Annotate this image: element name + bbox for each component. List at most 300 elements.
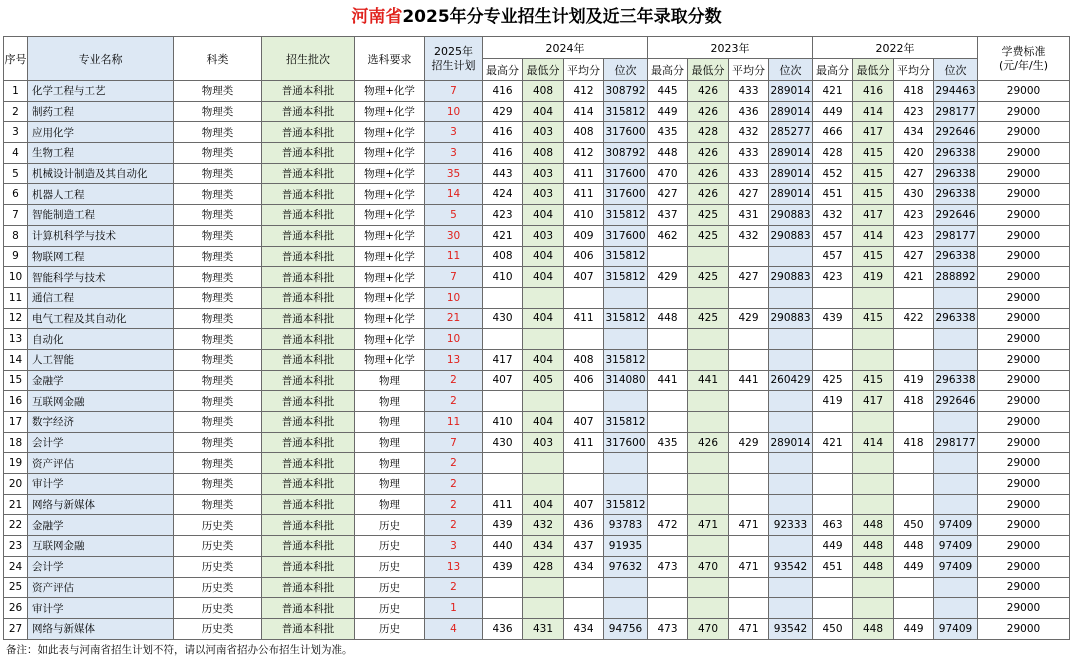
rank-2024: 93783 <box>604 515 648 536</box>
avg-2022: 449 <box>894 556 934 577</box>
title-text: 2025年分专业招生计划及近三年录取分数 <box>402 7 722 27</box>
tuition-fee: 29000 <box>978 81 1070 102</box>
min-2023: 470 <box>688 618 729 639</box>
max-2023: 435 <box>648 122 688 143</box>
row-index: 4 <box>4 143 28 164</box>
row-index: 8 <box>4 225 28 246</box>
page-title <box>0 0 1073 34</box>
tuition-fee: 29000 <box>978 474 1070 495</box>
max-2023 <box>648 453 688 474</box>
batch: 普通本科批 <box>262 598 355 619</box>
max-2022: 419 <box>813 391 853 412</box>
rank-2022: 296338 <box>934 184 978 205</box>
row-index: 1 <box>4 81 28 102</box>
min-2022 <box>853 474 894 495</box>
max-2022: 449 <box>813 536 853 557</box>
header-max: 最高分 <box>813 59 853 81</box>
subject: 历史类 <box>174 618 262 639</box>
avg-2022 <box>894 453 934 474</box>
rank-2024: 317600 <box>604 184 648 205</box>
header-index: 序号 <box>4 37 28 81</box>
avg-2022: 420 <box>894 143 934 164</box>
min-2022: 448 <box>853 618 894 639</box>
min-2023: 425 <box>688 225 729 246</box>
avg-2024: 434 <box>564 618 604 639</box>
min-2022: 414 <box>853 432 894 453</box>
tuition-fee: 29000 <box>978 349 1070 370</box>
rank-2023: 290883 <box>769 225 813 246</box>
avg-2022 <box>894 412 934 433</box>
tuition-fee: 29000 <box>978 329 1070 350</box>
avg-2022: 418 <box>894 432 934 453</box>
min-2022: 415 <box>853 370 894 391</box>
batch: 普通本科批 <box>262 101 355 122</box>
subject: 物理类 <box>174 122 262 143</box>
avg-2023: 433 <box>729 163 769 184</box>
avg-2024 <box>564 474 604 495</box>
header-plan <box>425 37 483 81</box>
table-row <box>4 370 1070 391</box>
requirement: 历史 <box>355 536 425 557</box>
requirement: 物理+化学 <box>355 81 425 102</box>
plan-count: 30 <box>425 225 483 246</box>
max-2024: 416 <box>483 81 523 102</box>
min-2023 <box>688 246 729 267</box>
rank-2023: 92333 <box>769 515 813 536</box>
batch: 普通本科批 <box>262 556 355 577</box>
avg-2022: 423 <box>894 205 934 226</box>
table-row <box>4 225 1070 246</box>
tuition-fee: 29000 <box>978 225 1070 246</box>
major-name: 数字经济 <box>28 412 174 433</box>
min-2024: 403 <box>523 225 564 246</box>
rank-2023: 260429 <box>769 370 813 391</box>
plan-count: 3 <box>425 143 483 164</box>
max-2023: 448 <box>648 308 688 329</box>
min-2022: 416 <box>853 81 894 102</box>
max-2023: 449 <box>648 101 688 122</box>
tuition-fee: 29000 <box>978 391 1070 412</box>
requirement: 物理 <box>355 412 425 433</box>
rank-2023 <box>769 329 813 350</box>
max-2024: 407 <box>483 370 523 391</box>
row-index: 12 <box>4 308 28 329</box>
plan-count: 11 <box>425 412 483 433</box>
rank-2022 <box>934 329 978 350</box>
subject: 历史类 <box>174 556 262 577</box>
subject: 历史类 <box>174 598 262 619</box>
requirement: 历史 <box>355 598 425 619</box>
subject: 历史类 <box>174 577 262 598</box>
max-2023: 473 <box>648 556 688 577</box>
rank-2023 <box>769 598 813 619</box>
title-province: 河南省 <box>351 7 403 27</box>
tuition-fee: 29000 <box>978 598 1070 619</box>
major-name: 金融学 <box>28 370 174 391</box>
max-2023 <box>648 494 688 515</box>
avg-2023: 433 <box>729 143 769 164</box>
major-name: 金融学 <box>28 515 174 536</box>
min-2024: 434 <box>523 536 564 557</box>
batch: 普通本科批 <box>262 349 355 370</box>
avg-2024: 412 <box>564 81 604 102</box>
max-2024 <box>483 598 523 619</box>
min-2022: 448 <box>853 515 894 536</box>
rank-2024: 308792 <box>604 81 648 102</box>
min-2024: 404 <box>523 349 564 370</box>
min-2022 <box>853 577 894 598</box>
subject: 物理类 <box>174 246 262 267</box>
batch: 普通本科批 <box>262 412 355 433</box>
max-2024: 410 <box>483 267 523 288</box>
min-2022: 417 <box>853 122 894 143</box>
subject: 物理类 <box>174 329 262 350</box>
max-2022: 463 <box>813 515 853 536</box>
header-2024: 2024年 <box>483 37 648 59</box>
tuition-fee: 29000 <box>978 101 1070 122</box>
min-2022: 448 <box>853 536 894 557</box>
header-major: 专业名称 <box>28 37 174 81</box>
max-2023 <box>648 329 688 350</box>
table-row <box>4 453 1070 474</box>
major-name: 互联网金融 <box>28 536 174 557</box>
subject: 物理类 <box>174 453 262 474</box>
plan-count: 4 <box>425 618 483 639</box>
rank-2024 <box>604 287 648 308</box>
rank-2022: 296338 <box>934 308 978 329</box>
row-index: 24 <box>4 556 28 577</box>
plan-count: 5 <box>425 205 483 226</box>
plan-count: 3 <box>425 122 483 143</box>
row-index: 17 <box>4 412 28 433</box>
plan-count: 7 <box>425 432 483 453</box>
row-index: 15 <box>4 370 28 391</box>
subject: 物理类 <box>174 432 262 453</box>
rank-2024: 315812 <box>604 412 648 433</box>
min-2023: 426 <box>688 81 729 102</box>
major-name: 资产评估 <box>28 577 174 598</box>
rank-2024: 317600 <box>604 432 648 453</box>
avg-2022: 419 <box>894 370 934 391</box>
min-2022 <box>853 329 894 350</box>
min-2022: 417 <box>853 391 894 412</box>
header-fee-line1: 学费标准 <box>1001 44 1046 58</box>
plan-count: 2 <box>425 494 483 515</box>
header-batch: 招生批次 <box>262 37 355 81</box>
batch: 普通本科批 <box>262 184 355 205</box>
min-2022 <box>853 598 894 619</box>
max-2023: 445 <box>648 81 688 102</box>
min-2024: 404 <box>523 246 564 267</box>
max-2022: 439 <box>813 308 853 329</box>
rank-2023 <box>769 474 813 495</box>
min-2023 <box>688 598 729 619</box>
min-2024: 428 <box>523 556 564 577</box>
header-fee <box>978 37 1070 81</box>
header-min: 最低分 <box>853 59 894 81</box>
table-body <box>4 81 1070 640</box>
rank-2023 <box>769 453 813 474</box>
max-2023 <box>648 577 688 598</box>
max-2024 <box>483 577 523 598</box>
tuition-fee: 29000 <box>978 536 1070 557</box>
rank-2022 <box>934 494 978 515</box>
major-name: 物联网工程 <box>28 246 174 267</box>
table-row <box>4 349 1070 370</box>
table-row <box>4 163 1070 184</box>
min-2024: 404 <box>523 494 564 515</box>
rank-2022 <box>934 349 978 370</box>
max-2022: 451 <box>813 184 853 205</box>
avg-2022 <box>894 287 934 308</box>
avg-2022: 427 <box>894 246 934 267</box>
max-2023 <box>648 287 688 308</box>
rank-2023 <box>769 536 813 557</box>
min-2022: 417 <box>853 205 894 226</box>
min-2024 <box>523 287 564 308</box>
rank-2022: 97409 <box>934 618 978 639</box>
row-index: 27 <box>4 618 28 639</box>
rank-2022: 296338 <box>934 246 978 267</box>
max-2024: 421 <box>483 225 523 246</box>
avg-2023: 427 <box>729 184 769 205</box>
requirement: 历史 <box>355 577 425 598</box>
row-index: 2 <box>4 101 28 122</box>
avg-2024: 406 <box>564 246 604 267</box>
table-row <box>4 246 1070 267</box>
rank-2022: 97409 <box>934 515 978 536</box>
max-2023: 470 <box>648 163 688 184</box>
row-index: 18 <box>4 432 28 453</box>
tuition-fee: 29000 <box>978 122 1070 143</box>
tuition-fee: 29000 <box>978 432 1070 453</box>
header-max: 最高分 <box>483 59 523 81</box>
max-2022: 432 <box>813 205 853 226</box>
max-2024: 410 <box>483 412 523 433</box>
min-2022 <box>853 287 894 308</box>
major-name: 应用化学 <box>28 122 174 143</box>
max-2024: 443 <box>483 163 523 184</box>
max-2022: 466 <box>813 122 853 143</box>
plan-count: 2 <box>425 370 483 391</box>
max-2023 <box>648 598 688 619</box>
rank-2022 <box>934 287 978 308</box>
header-avg: 平均分 <box>894 59 934 81</box>
rank-2024: 315812 <box>604 246 648 267</box>
tuition-fee: 29000 <box>978 267 1070 288</box>
header-avg: 平均分 <box>729 59 769 81</box>
tuition-fee: 29000 <box>978 246 1070 267</box>
header-max: 最高分 <box>648 59 688 81</box>
row-index: 14 <box>4 349 28 370</box>
rank-2022: 298177 <box>934 101 978 122</box>
min-2024: 404 <box>523 267 564 288</box>
row-index: 26 <box>4 598 28 619</box>
avg-2023 <box>729 536 769 557</box>
rank-2023: 289014 <box>769 432 813 453</box>
requirement: 物理+化学 <box>355 143 425 164</box>
min-2022: 414 <box>853 225 894 246</box>
avg-2024: 411 <box>564 432 604 453</box>
header-plan-line1: 2025年 <box>434 44 473 58</box>
avg-2022: 422 <box>894 308 934 329</box>
rank-2023: 289014 <box>769 143 813 164</box>
min-2024: 431 <box>523 618 564 639</box>
max-2024: 430 <box>483 308 523 329</box>
major-name: 生物工程 <box>28 143 174 164</box>
subject: 物理类 <box>174 163 262 184</box>
batch: 普通本科批 <box>262 287 355 308</box>
avg-2023: 431 <box>729 205 769 226</box>
max-2024: 416 <box>483 143 523 164</box>
avg-2022 <box>894 349 934 370</box>
avg-2023: 429 <box>729 308 769 329</box>
requirement: 物理+化学 <box>355 184 425 205</box>
rank-2024 <box>604 329 648 350</box>
batch: 普通本科批 <box>262 536 355 557</box>
avg-2023 <box>729 349 769 370</box>
max-2022: 425 <box>813 370 853 391</box>
rank-2022 <box>934 474 978 495</box>
max-2024: 439 <box>483 515 523 536</box>
max-2023: 472 <box>648 515 688 536</box>
row-index: 9 <box>4 246 28 267</box>
rank-2023: 289014 <box>769 163 813 184</box>
max-2024: 424 <box>483 184 523 205</box>
header-min: 最低分 <box>688 59 729 81</box>
rank-2023 <box>769 391 813 412</box>
plan-count: 3 <box>425 536 483 557</box>
plan-count: 2 <box>425 577 483 598</box>
rank-2022: 97409 <box>934 536 978 557</box>
row-index: 7 <box>4 205 28 226</box>
table-header <box>4 37 1070 81</box>
avg-2024: 411 <box>564 308 604 329</box>
major-name: 网络与新媒体 <box>28 494 174 515</box>
plan-count: 7 <box>425 267 483 288</box>
tuition-fee: 29000 <box>978 370 1070 391</box>
requirement: 物理 <box>355 453 425 474</box>
batch: 普通本科批 <box>262 370 355 391</box>
rank-2022: 288892 <box>934 267 978 288</box>
major-name: 网络与新媒体 <box>28 618 174 639</box>
avg-2024: 407 <box>564 494 604 515</box>
avg-2022 <box>894 474 934 495</box>
rank-2024: 94756 <box>604 618 648 639</box>
avg-2024: 436 <box>564 515 604 536</box>
max-2022: 423 <box>813 267 853 288</box>
major-name: 智能制造工程 <box>28 205 174 226</box>
min-2024 <box>523 577 564 598</box>
row-index: 23 <box>4 536 28 557</box>
avg-2023 <box>729 577 769 598</box>
avg-2023: 471 <box>729 515 769 536</box>
max-2023: 441 <box>648 370 688 391</box>
table-row <box>4 577 1070 598</box>
min-2022: 415 <box>853 163 894 184</box>
table-row <box>4 81 1070 102</box>
tuition-fee: 29000 <box>978 205 1070 226</box>
tuition-fee: 29000 <box>978 494 1070 515</box>
avg-2022: 450 <box>894 515 934 536</box>
max-2024: 436 <box>483 618 523 639</box>
major-name: 互联网金融 <box>28 391 174 412</box>
max-2024: 440 <box>483 536 523 557</box>
footnote: 备注：如此表与河南省招生计划不符，请以河南省招办公布招生计划为准。 <box>6 644 353 656</box>
batch: 普通本科批 <box>262 122 355 143</box>
max-2024: 429 <box>483 101 523 122</box>
min-2022: 414 <box>853 101 894 122</box>
requirement: 物理+化学 <box>355 349 425 370</box>
rank-2022: 294463 <box>934 81 978 102</box>
header-2022: 2022年 <box>813 37 978 59</box>
min-2023 <box>688 349 729 370</box>
header-2023: 2023年 <box>648 37 813 59</box>
max-2024: 423 <box>483 205 523 226</box>
table-row <box>4 432 1070 453</box>
min-2023 <box>688 494 729 515</box>
rank-2022: 296338 <box>934 370 978 391</box>
subject: 物理类 <box>174 370 262 391</box>
max-2022: 421 <box>813 81 853 102</box>
avg-2024 <box>564 598 604 619</box>
subject: 物理类 <box>174 101 262 122</box>
plan-count: 2 <box>425 474 483 495</box>
max-2022 <box>813 329 853 350</box>
tuition-fee: 29000 <box>978 287 1070 308</box>
rank-2024 <box>604 474 648 495</box>
avg-2022: 418 <box>894 391 934 412</box>
major-name: 制药工程 <box>28 101 174 122</box>
subject: 物理类 <box>174 205 262 226</box>
avg-2023: 471 <box>729 556 769 577</box>
header-fee-line2: (元/年/生) <box>999 58 1048 72</box>
min-2024: 404 <box>523 412 564 433</box>
plan-count: 21 <box>425 308 483 329</box>
avg-2024: 408 <box>564 122 604 143</box>
max-2024: 408 <box>483 246 523 267</box>
max-2022: 428 <box>813 143 853 164</box>
avg-2023: 427 <box>729 267 769 288</box>
table-row <box>4 474 1070 495</box>
header-rank: 位次 <box>769 59 813 81</box>
major-name: 自动化 <box>28 329 174 350</box>
rank-2023: 290883 <box>769 205 813 226</box>
min-2023: 426 <box>688 143 729 164</box>
avg-2023: 432 <box>729 225 769 246</box>
requirement: 物理+化学 <box>355 122 425 143</box>
max-2022 <box>813 598 853 619</box>
tuition-fee: 29000 <box>978 143 1070 164</box>
max-2022 <box>813 287 853 308</box>
tuition-fee: 29000 <box>978 184 1070 205</box>
avg-2023: 429 <box>729 432 769 453</box>
requirement: 历史 <box>355 556 425 577</box>
rank-2024: 314080 <box>604 370 648 391</box>
avg-2022 <box>894 577 934 598</box>
plan-count: 1 <box>425 598 483 619</box>
rank-2023 <box>769 349 813 370</box>
avg-2024 <box>564 577 604 598</box>
avg-2023: 436 <box>729 101 769 122</box>
avg-2022: 418 <box>894 81 934 102</box>
requirement: 物理+化学 <box>355 287 425 308</box>
max-2022: 450 <box>813 618 853 639</box>
table-row <box>4 494 1070 515</box>
table-row <box>4 515 1070 536</box>
max-2023: 448 <box>648 143 688 164</box>
tuition-fee: 29000 <box>978 412 1070 433</box>
